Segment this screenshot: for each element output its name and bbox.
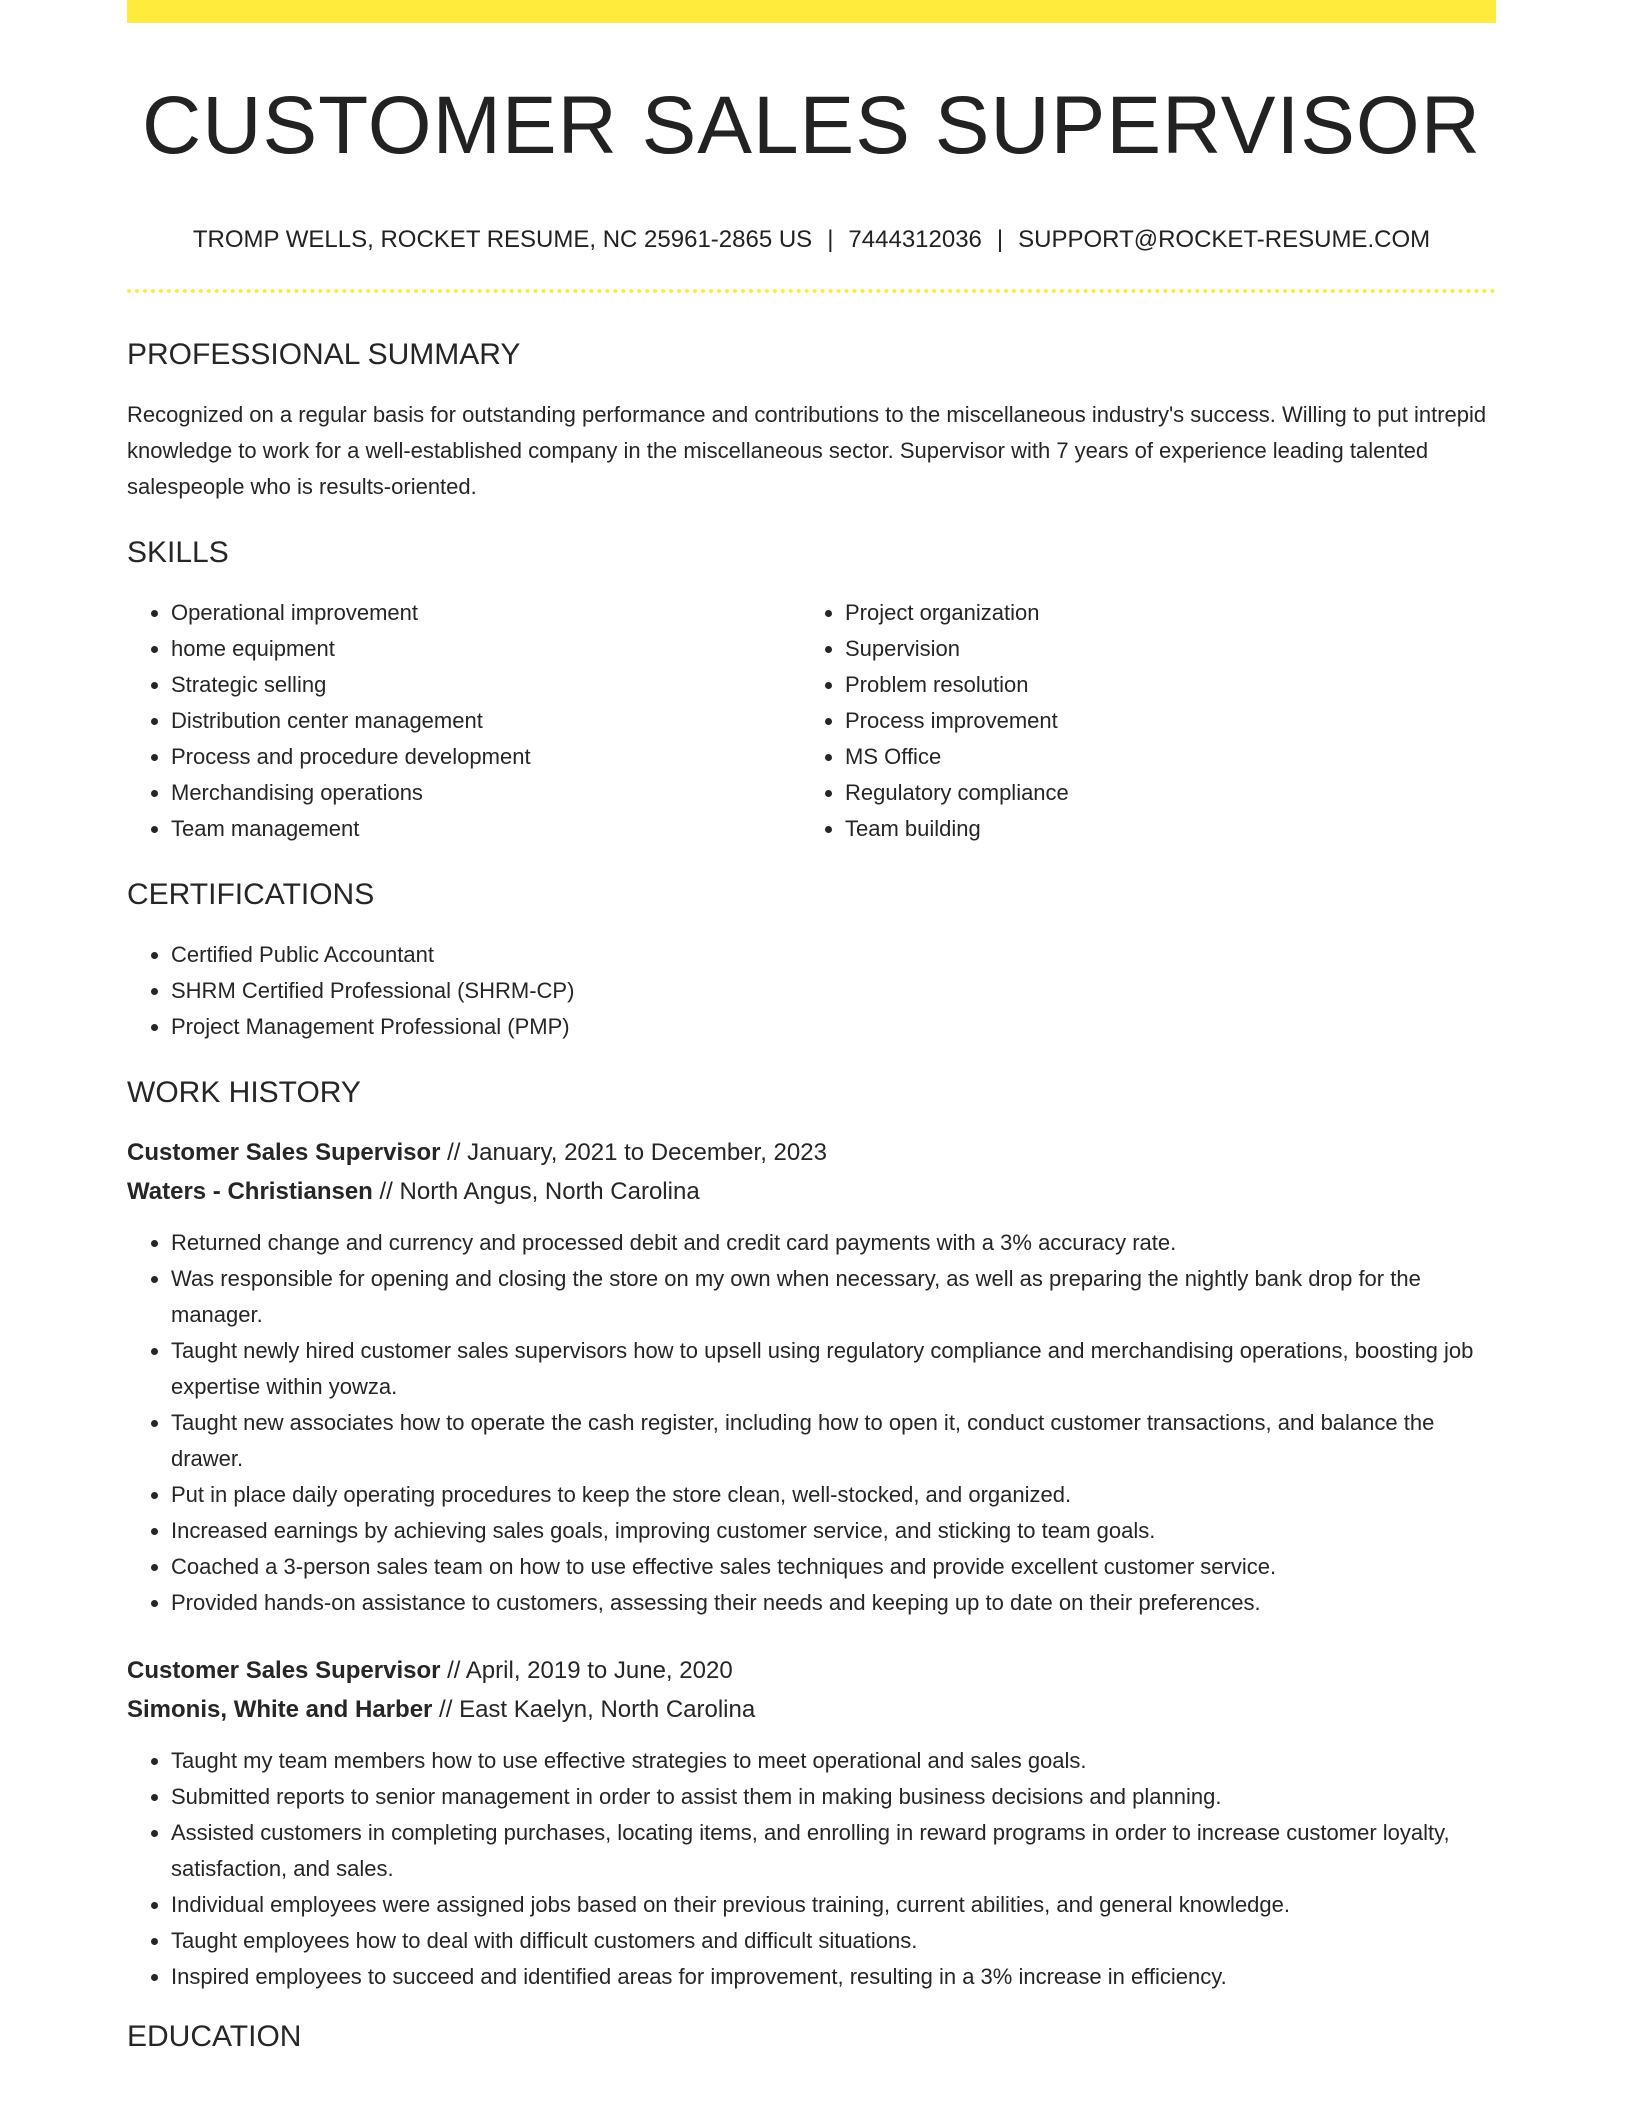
job-bullet: • Put in place daily operating procedures to keep the store clean, well-stocked, and organized.	[171, 1477, 1496, 1513]
certification-item: • Project Management Professional (PMP)	[171, 1009, 1496, 1045]
job-bullet: • Taught new associates how to operate the cash register, including how to open it, conduct customer transactions, and balance the drawer.	[171, 1405, 1496, 1477]
skill-item: • Merchandising operations	[171, 775, 801, 811]
job-bullet: • Assisted customers in completing purchases, locating items, and enrolling in reward programs in order to increase customer loyalty, satisfaction, and sales.	[171, 1815, 1496, 1887]
certification-item: • SHRM Certified Professional (SHRM-CP)	[171, 973, 1496, 1009]
job-company-line	[127, 1172, 1496, 1211]
skill-item: • home equipment	[171, 631, 801, 667]
job-bullet: • Submitted reports to senior management in order to assist them in making business decisions and planning.	[171, 1779, 1496, 1815]
skill-item: • Strategic selling	[171, 667, 801, 703]
job-title-line	[127, 1133, 1496, 1172]
job-bullet: • Returned change and currency and processed debit and credit card payments with a 3% accuracy rate.	[171, 1225, 1496, 1261]
summary-heading: PROFESSIONAL SUMMARY	[127, 338, 521, 372]
resume-title: CUSTOMER SALES SUPERVISOR	[142, 80, 1481, 171]
summary-text: Recognized on a regular basis for outstanding performance and contributions to the miscellaneous industry's success. Willing to put intrepid knowledge to work for a well-established company in the miscellaneous sector. Supervisor with 7 years of experience leading talented salespeople who is results-oriented.	[127, 402, 1487, 500]
job-location: // North Angus, North Carolina	[372, 1178, 700, 1206]
job-bullet: • Taught employees how to deal with difficult customers and difficult situations.	[171, 1923, 1496, 1959]
resume-page	[127, 0, 1496, 2055]
skills-list	[127, 571, 1496, 847]
dotted-divider	[127, 289, 1496, 293]
job-company-line	[127, 1690, 1496, 1729]
skill-item: • Team building	[845, 811, 1496, 847]
contact-email: SUPPORT@ROCKET-RESUME.COM	[1018, 226, 1431, 254]
job-bullet: • Individual employees were assigned jobs based on their previous training, current abilities, and general knowledge.	[171, 1887, 1496, 1923]
job-title-line	[127, 1651, 1496, 1690]
certifications-heading: CERTIFICATIONS	[127, 878, 375, 912]
job-bullet: • Increased earnings by achieving sales goals, improving customer service, and sticking to team goals.	[171, 1513, 1496, 1549]
education-heading: EDUCATION	[127, 2020, 302, 2054]
skills-heading: SKILLS	[127, 536, 229, 570]
skill-item: • Problem resolution	[845, 667, 1496, 703]
job-entry	[127, 1651, 1496, 1995]
job-company: Simonis, White and Harber	[127, 1696, 433, 1724]
skill-item: • MS Office	[845, 739, 1496, 775]
job-bullet: • Provided hands-on assistance to customers, assessing their needs and keeping up to date on their preferences.	[171, 1585, 1496, 1621]
contact-phone: 7444312036	[848, 226, 982, 254]
contact-line	[127, 224, 1496, 255]
job-bullets	[127, 1225, 1496, 1621]
skill-item: • Process improvement	[845, 703, 1496, 739]
job-title: Customer Sales Supervisor	[127, 1139, 441, 1167]
skill-item: • Project organization	[845, 595, 1496, 631]
job-bullet: • Was responsible for opening and closing the store on my own when necessary, as well as preparing the nightly bank drop for the manager.	[171, 1261, 1496, 1333]
skills-column-1	[127, 595, 801, 847]
job-bullet: • Inspired employees to succeed and identified areas for improvement, resulting in a 3% increase in efficiency.	[171, 1959, 1496, 1995]
skill-item: • Supervision	[845, 631, 1496, 667]
job-bullet: • Coached a 3-person sales team on how to use effective sales techniques and provide excellent customer service.	[171, 1549, 1496, 1585]
job-bullets	[127, 1743, 1496, 1995]
skill-item: • Distribution center management	[171, 703, 801, 739]
skill-item: • Operational improvement	[171, 595, 801, 631]
job-dates: // April, 2019 to June, 2020	[440, 1657, 733, 1685]
certification-item: • Certified Public Accountant	[171, 937, 1496, 973]
job-bullet: • Taught newly hired customer sales supervisors how to upsell using regulatory compliance and merchandising operations, boosting job expertise within yowza.	[171, 1333, 1496, 1405]
job-title: Customer Sales Supervisor	[127, 1657, 441, 1685]
job-entry	[127, 1133, 1496, 1621]
contact-address: TROMP WELLS, ROCKET RESUME, NC 25961-2865 US	[192, 226, 813, 254]
accent-bar	[127, 0, 1496, 23]
skill-item: • Team management	[171, 811, 801, 847]
job-company: Waters - Christiansen	[127, 1178, 373, 1206]
skill-item: • Regulatory compliance	[845, 775, 1496, 811]
contact-separator: |	[827, 226, 834, 254]
skill-item: • Process and procedure development	[171, 739, 801, 775]
job-location: // East Kaelyn, North Carolina	[432, 1696, 756, 1724]
job-dates: // January, 2021 to December, 2023	[440, 1139, 827, 1167]
certifications-list	[127, 937, 1496, 1045]
job-bullet: • Taught my team members how to use effective strategies to meet operational and sales goals.	[171, 1743, 1496, 1779]
contact-separator: |	[996, 226, 1004, 254]
skills-column-2	[801, 595, 1496, 847]
work-history-heading: WORK HISTORY	[127, 1076, 361, 1110]
